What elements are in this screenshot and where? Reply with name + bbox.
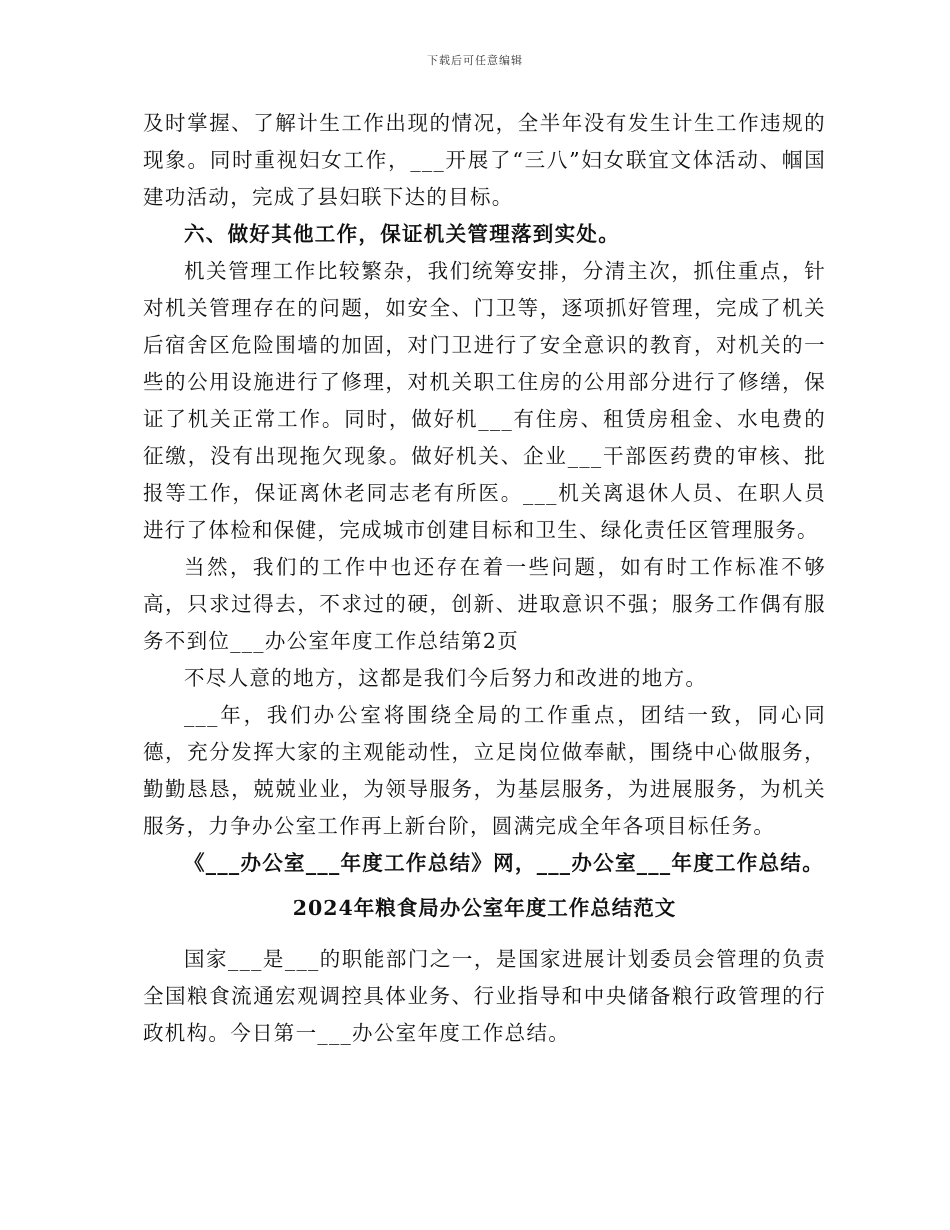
paragraph-office-management: 机关管理工作比较繁杂，我们统筹安排，分清主次，抓住重点，针对机关管理存在的问题，如安全、门卫等，逐项抓好管理，完成了机关后宿舍区危险围墙的加固，对门卫进行了安全意识的教育，对机关的一些的公用设施进行了修理，对机关职工住房的公用部分进行了修缮，保证了机关正常工作。同时，做好机___有住房、租赁房租金、水电费的征缴，没有出现拖欠现象。做好机关、企业___干部医药费的审核、批报等工作，保证离休老同志老有所医。___机关离退休人员、在职人员进行了体检和保健，完成城市创建目标和卫生、绿化责任区管理服务。	[143, 259, 826, 542]
paragraph-family-planning: 及时掌握、了解计生工作出现的情况，全半年没有发生计生工作违规的现象。同时重视妇女工作，___开展了“三八”妇女联宜文体活动、帼国建功活动，完成了县妇联下达的目标。	[143, 111, 826, 209]
paragraph-shortcomings: 当然，我们的工作中也还存在着一些问题，如有时工作标准不够高，只求过得去，不求过的硬，创新、进取意识不强；服务工作偶有服务不到位___办公室年度工作总结第2页	[143, 555, 826, 653]
section-title: 2024年粮食局办公室年度工作总结范文	[292, 896, 677, 920]
page-header: 下载后可任意编辑	[427, 54, 523, 67]
paragraph-next-year-plan: ___年，我们办公室将围绕全局的工作重点，团结一致，同心同德，充分发挥大家的主观能动性，立足岗位做奉献，围绕中心做服务，勤勤恳恳，兢兢业业，为领导服务，为基层服务，为进展服务，为机关服务，力争办公室工作再上新台阶，圆满完成全年各项目标任务。	[143, 703, 826, 838]
paragraph-source-note: 《___办公室___年度工作总结》网，___办公室___年度工作总结。	[184, 851, 824, 875]
paragraph-grain-bureau-intro: 国家___是___的职能部门之一，是国家进展计划委员会管理的负责全国粮食流通宏观调控具体业务、行业指导和中央储备粮行政管理的行政机构。今日第一___办公室年度工作总结。	[143, 947, 826, 1045]
section-heading-6: 六、做好其他工作，保证机关管理落到实处。	[184, 222, 620, 246]
paragraph-improvement: 不尽人意的地方，这都是我们今后努力和改进的地方。	[184, 666, 708, 690]
document-body	[143, 105, 826, 1052]
